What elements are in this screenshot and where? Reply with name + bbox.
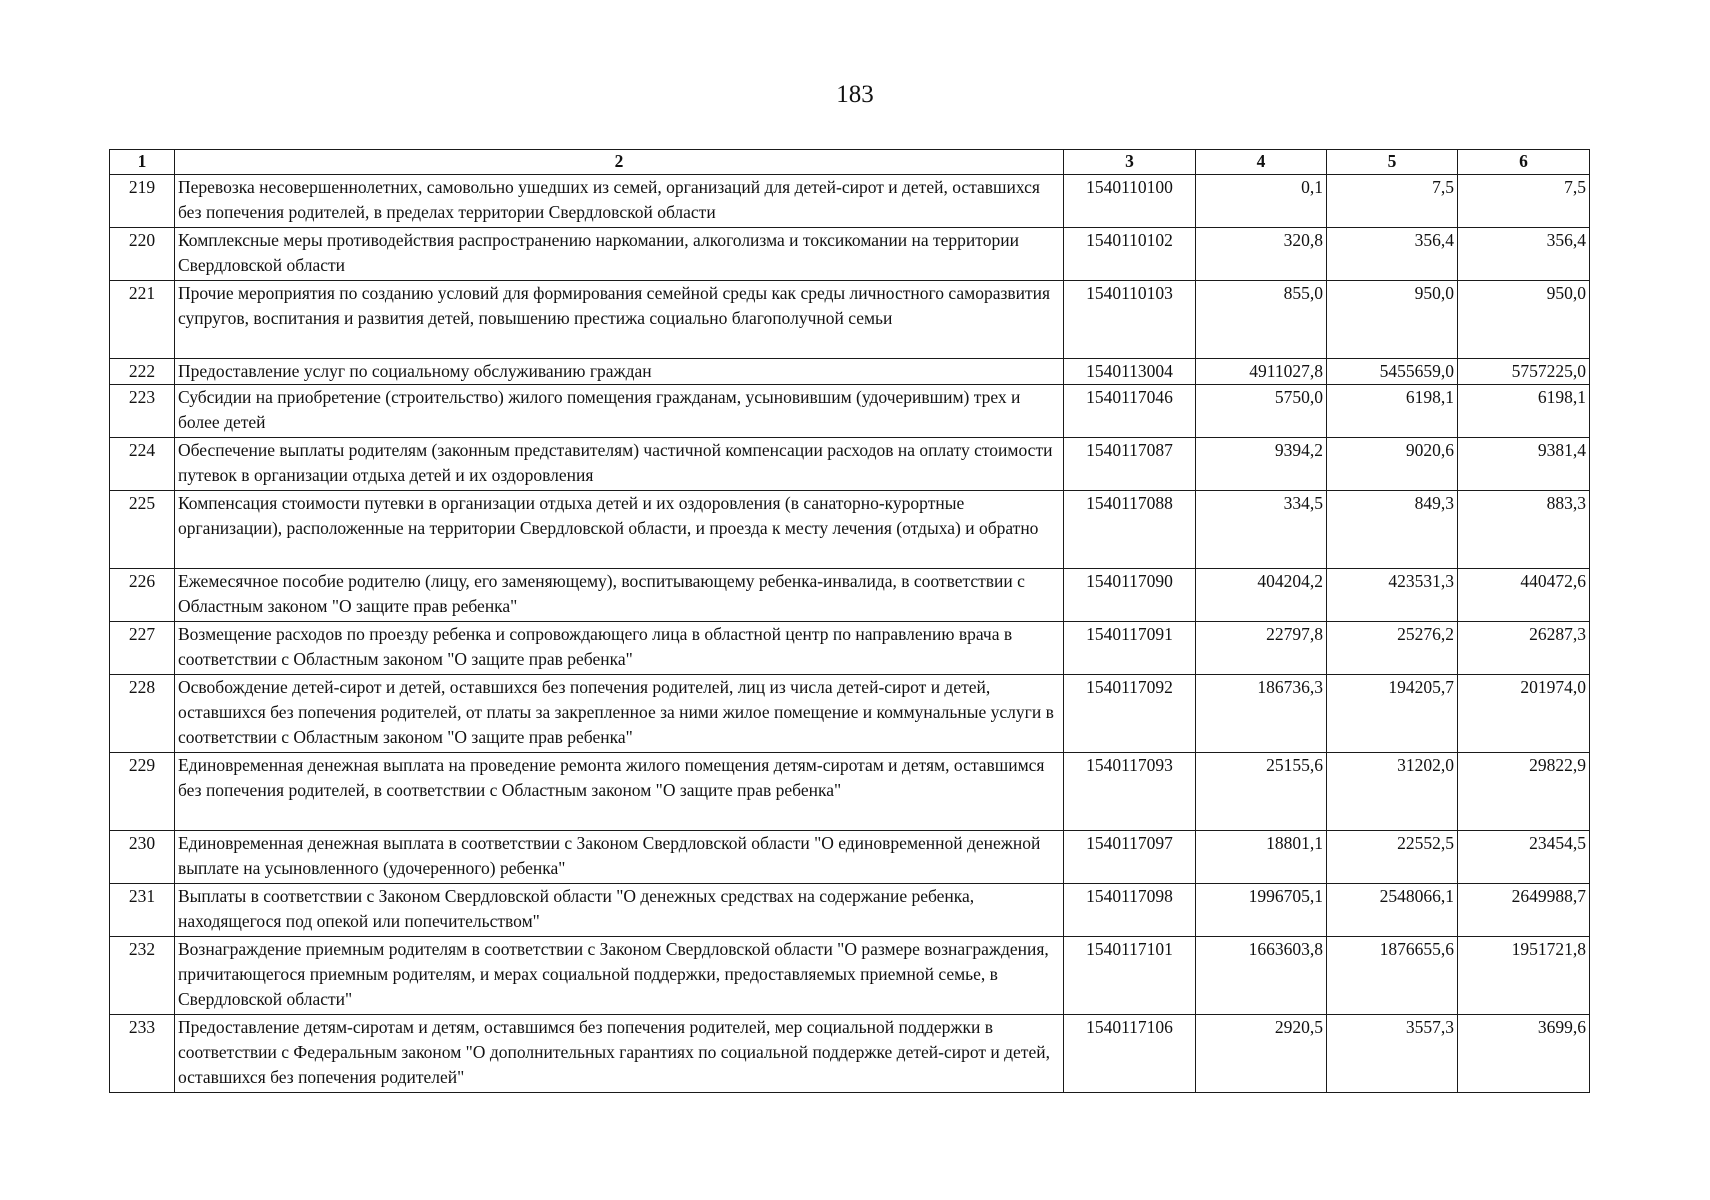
column-header: 4 — [1196, 150, 1327, 175]
column-header: 5 — [1327, 150, 1458, 175]
row-number-cell: 226 — [110, 569, 175, 622]
row-value-5-cell: 356,4 — [1327, 228, 1458, 281]
row-value-5-cell: 6198,1 — [1327, 385, 1458, 438]
row-number-cell: 219 — [110, 175, 175, 228]
row-value-4-cell: 1663603,8 — [1196, 937, 1327, 1015]
budget-table — [109, 149, 1590, 1093]
row-value-4-cell: 0,1 — [1196, 175, 1327, 228]
row-code-cell: 1540110100 — [1064, 175, 1196, 228]
row-name-cell: Предоставление услуг по социальному обслуживанию граждан — [175, 359, 1064, 385]
row-value-6-cell: 201974,0 — [1458, 675, 1590, 753]
row-name-cell: Единовременная денежная выплата на проведение ремонта жилого помещения детям-сиротам и детям, оставшимся без попечения родителей, в соответствии с Областным законом "О защите прав ребенка" — [175, 753, 1064, 831]
row-value-4-cell: 25155,6 — [1196, 753, 1327, 831]
row-name-cell: Перевозка несовершеннолетних, самовольно ушедших из семей, организаций для детей-сирот и детей, оставшихся без попечения родителей, в пределах территории Свердловской области — [175, 175, 1064, 228]
row-value-5-cell: 25276,2 — [1327, 622, 1458, 675]
row-value-5-cell: 1876655,6 — [1327, 937, 1458, 1015]
row-value-4-cell: 22797,8 — [1196, 622, 1327, 675]
row-name-cell: Выплаты в соответствии с Законом Свердловской области "О денежных средствах на содержание ребенка, находящегося под опекой или попечительством" — [175, 884, 1064, 937]
row-code-cell: 1540117046 — [1064, 385, 1196, 438]
row-value-4-cell: 1996705,1 — [1196, 884, 1327, 937]
row-name-cell: Компенсация стоимости путевки в организации отдыха детей и их оздоровления (в санаторно-курортные организации), расположенные на территории Свердловской области, и проезда к месту лечения (отдыха) и обратно — [175, 491, 1064, 569]
row-value-5-cell: 22552,5 — [1327, 831, 1458, 884]
row-value-5-cell: 2548066,1 — [1327, 884, 1458, 937]
column-header: 1 — [110, 150, 175, 175]
row-name-cell: Освобождение детей-сирот и детей, оставшихся без попечения родителей, лиц из числа детей-сирот и детей, оставшихся без попечения родителей, от платы за закрепленное за ними жилое помещение и коммунальные услуги в соответствии с Областным законом "О защите прав ребенка" — [175, 675, 1064, 753]
row-value-5-cell: 31202,0 — [1327, 753, 1458, 831]
row-name-cell: Предоставление детям-сиротам и детям, оставшимся без попечения родителей, мер социальной поддержки в соответствии с Федеральным законом "О дополнительных гарантиях по социальной поддержке детей-сирот и детей, оставшихся без попечения родителей" — [175, 1015, 1064, 1093]
row-value-4-cell: 320,8 — [1196, 228, 1327, 281]
row-value-4-cell: 18801,1 — [1196, 831, 1327, 884]
row-number-cell: 232 — [110, 937, 175, 1015]
row-value-5-cell: 7,5 — [1327, 175, 1458, 228]
row-value-6-cell: 440472,6 — [1458, 569, 1590, 622]
page-number: 183 — [836, 81, 874, 108]
table-row — [110, 1015, 1590, 1093]
table-row — [110, 622, 1590, 675]
row-name-cell: Ежемесячное пособие родителю (лицу, его заменяющему), воспитывающему ребенка-инвалида, в соответствии с Областным законом "О защите прав ребенка" — [175, 569, 1064, 622]
table-row — [110, 359, 1590, 385]
row-value-6-cell: 7,5 — [1458, 175, 1590, 228]
row-number-cell: 225 — [110, 491, 175, 569]
row-value-5-cell: 194205,7 — [1327, 675, 1458, 753]
row-number-cell: 220 — [110, 228, 175, 281]
row-value-6-cell: 23454,5 — [1458, 831, 1590, 884]
row-value-4-cell: 334,5 — [1196, 491, 1327, 569]
row-code-cell: 1540117097 — [1064, 831, 1196, 884]
row-value-6-cell: 883,3 — [1458, 491, 1590, 569]
row-name-cell: Субсидии на приобретение (строительство) жилого помещения гражданам, усыновившим (удочерившим) трех и более детей — [175, 385, 1064, 438]
table-row — [110, 884, 1590, 937]
row-value-6-cell: 950,0 — [1458, 281, 1590, 359]
row-name-cell: Вознаграждение приемным родителям в соответствии с Законом Свердловской области "О размере вознаграждения, причитающегося приемным родителям, и мерах социальной поддержки, предоставляемых приемной семье, в Свердловской области" — [175, 937, 1064, 1015]
row-code-cell: 1540117087 — [1064, 438, 1196, 491]
row-number-cell: 223 — [110, 385, 175, 438]
row-code-cell: 1540117093 — [1064, 753, 1196, 831]
row-code-cell: 1540110103 — [1064, 281, 1196, 359]
table-row — [110, 937, 1590, 1015]
table-row — [110, 438, 1590, 491]
row-code-cell: 1540117088 — [1064, 491, 1196, 569]
row-value-4-cell: 855,0 — [1196, 281, 1327, 359]
row-code-cell: 1540117092 — [1064, 675, 1196, 753]
row-value-5-cell: 3557,3 — [1327, 1015, 1458, 1093]
row-number-cell: 233 — [110, 1015, 175, 1093]
row-code-cell: 1540113004 — [1064, 359, 1196, 385]
row-value-6-cell: 2649988,7 — [1458, 884, 1590, 937]
row-name-cell: Прочие мероприятия по созданию условий для формирования семейной среды как среды личностного саморазвития супругов, воспитания и развития детей, повышению престижа социально благополучной семьи — [175, 281, 1064, 359]
row-value-5-cell: 950,0 — [1327, 281, 1458, 359]
row-value-6-cell: 3699,6 — [1458, 1015, 1590, 1093]
row-value-5-cell: 423531,3 — [1327, 569, 1458, 622]
row-name-cell: Единовременная денежная выплата в соответствии с Законом Свердловской области "О единовременной денежной выплате на усыновленного (удочеренного) ребенка" — [175, 831, 1064, 884]
row-value-4-cell: 404204,2 — [1196, 569, 1327, 622]
row-value-5-cell: 5455659,0 — [1327, 359, 1458, 385]
row-value-4-cell: 186736,3 — [1196, 675, 1327, 753]
table-body — [110, 175, 1590, 1093]
table-row — [110, 569, 1590, 622]
column-header: 2 — [175, 150, 1064, 175]
row-value-4-cell: 2920,5 — [1196, 1015, 1327, 1093]
row-value-6-cell: 5757225,0 — [1458, 359, 1590, 385]
row-code-cell: 1540117106 — [1064, 1015, 1196, 1093]
row-value-5-cell: 849,3 — [1327, 491, 1458, 569]
row-number-cell: 224 — [110, 438, 175, 491]
table-row — [110, 175, 1590, 228]
table-row — [110, 385, 1590, 438]
row-value-6-cell: 356,4 — [1458, 228, 1590, 281]
row-number-cell: 230 — [110, 831, 175, 884]
table-row — [110, 228, 1590, 281]
column-header: 3 — [1064, 150, 1196, 175]
row-number-cell: 228 — [110, 675, 175, 753]
row-value-6-cell: 26287,3 — [1458, 622, 1590, 675]
row-number-cell: 231 — [110, 884, 175, 937]
row-value-4-cell: 9394,2 — [1196, 438, 1327, 491]
row-code-cell: 1540117090 — [1064, 569, 1196, 622]
row-value-6-cell: 29822,9 — [1458, 753, 1590, 831]
row-number-cell: 221 — [110, 281, 175, 359]
row-name-cell: Обеспечение выплаты родителям (законным представителям) частичной компенсации расходов на оплату стоимости путевок в организации отдыха детей и их оздоровления — [175, 438, 1064, 491]
row-value-6-cell: 1951721,8 — [1458, 937, 1590, 1015]
row-value-6-cell: 9381,4 — [1458, 438, 1590, 491]
table-row — [110, 675, 1590, 753]
row-code-cell: 1540117091 — [1064, 622, 1196, 675]
row-code-cell: 1540110102 — [1064, 228, 1196, 281]
column-header: 6 — [1458, 150, 1590, 175]
row-code-cell: 1540117098 — [1064, 884, 1196, 937]
row-value-4-cell: 4911027,8 — [1196, 359, 1327, 385]
table-row — [110, 491, 1590, 569]
row-number-cell: 229 — [110, 753, 175, 831]
row-code-cell: 1540117101 — [1064, 937, 1196, 1015]
row-value-5-cell: 9020,6 — [1327, 438, 1458, 491]
row-value-4-cell: 5750,0 — [1196, 385, 1327, 438]
table-row — [110, 281, 1590, 359]
table-row — [110, 753, 1590, 831]
row-name-cell: Возмещение расходов по проезду ребенка и сопровождающего лица в областной центр по направлению врача в соответствии с Областным законом "О защите прав ребенка" — [175, 622, 1064, 675]
row-number-cell: 222 — [110, 359, 175, 385]
row-name-cell: Комплексные меры противодействия распространению наркомании, алкоголизма и токсикомании на территории Свердловской области — [175, 228, 1064, 281]
table-row — [110, 831, 1590, 884]
table-header-row — [110, 150, 1590, 175]
row-number-cell: 227 — [110, 622, 175, 675]
row-value-6-cell: 6198,1 — [1458, 385, 1590, 438]
